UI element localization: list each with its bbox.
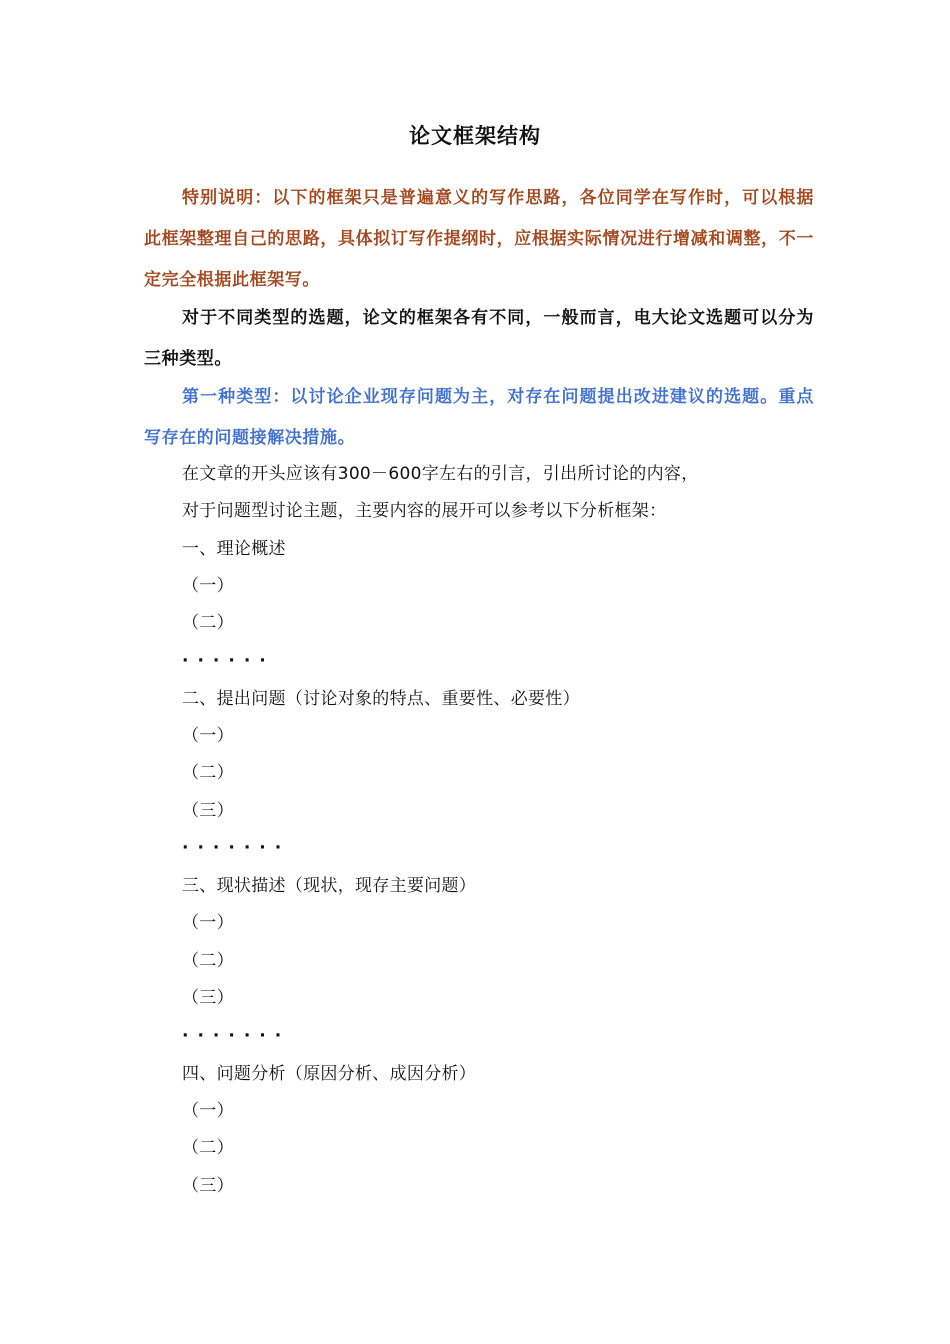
section-2-item-3: （三）	[182, 801, 234, 821]
section-4-item-2: （二）	[182, 1138, 234, 1158]
section-3-item-2: （二）	[182, 951, 234, 971]
section-4-heading: 四、问题分析（原因分析、成因分析）	[182, 1064, 477, 1084]
section-1-heading: 一、理论概述	[182, 539, 286, 559]
section-3-heading: 三、现状描述（现状，现存主要问题）	[182, 876, 477, 896]
intro-line-1: 在文章的开头应该有300－600字左右的引言，引出所讨论的内容，	[182, 464, 699, 484]
section-1-item-1: （一）	[182, 576, 234, 596]
section-4-item-3: （三）	[182, 1176, 234, 1196]
intro-line-2: 对于问题型讨论主题，主要内容的展开可以参考以下分析框架：	[182, 501, 667, 521]
section-3-ellipsis: ·······	[182, 1026, 291, 1046]
section-3-item-1: （一）	[182, 913, 234, 933]
section-2-heading: 二、提出问题（讨论对象的特点、重要性、必要性）	[182, 689, 580, 709]
document-title: 论文框架结构	[409, 123, 541, 148]
section-2-item-1: （一）	[182, 726, 234, 746]
section-2-ellipsis: ·······	[182, 838, 291, 858]
section-1-item-2: （二）	[182, 613, 234, 633]
section-2-item-2: （二）	[182, 763, 234, 783]
section-4-item-1: （一）	[182, 1101, 234, 1121]
type-one-description: 第一种类型：以讨论企业现存问题为主，对存在问题提出改进建议的选题。重点写存在的问题接解决措施。	[144, 387, 814, 448]
special-note: 特别说明：以下的框架只是普遍意义的写作思路，各位同学在写作时，可以根据此框架整理自己的思路，具体拟订写作提纲时，应根据实际情况进行增减和调整，不一定完全根据此框架写。	[144, 188, 814, 290]
types-intro: 对于不同类型的选题，论文的框架各有不同，一般而言，电大论文选题可以分为三种类型。	[144, 308, 814, 369]
section-1-ellipsis: ······	[182, 651, 275, 671]
section-3-item-3: （三）	[182, 988, 234, 1008]
